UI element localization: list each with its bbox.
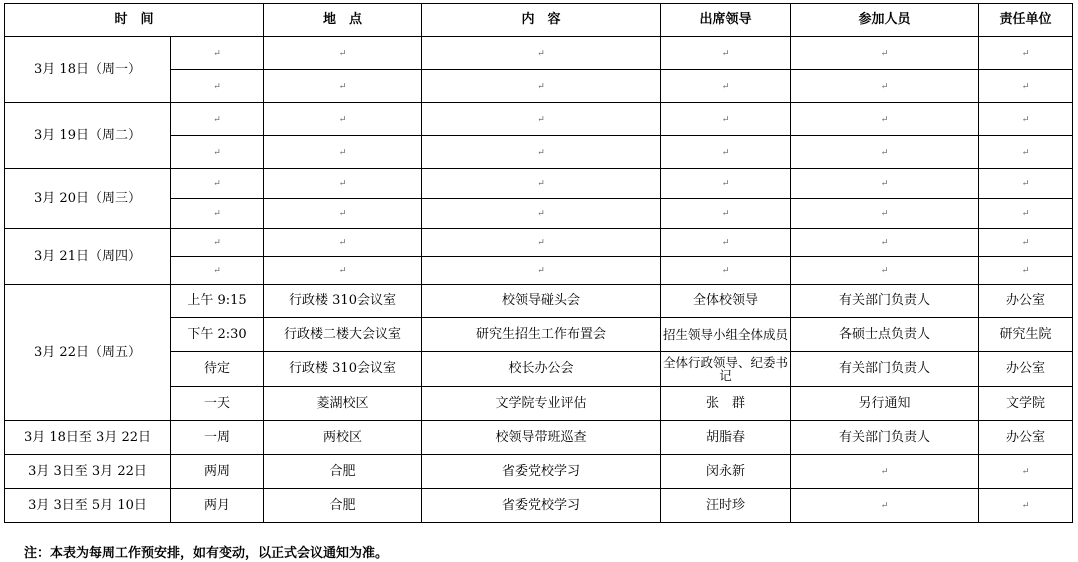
participants-cell: 各硕士点负责人 (791, 318, 979, 352)
time-slot-cell: 上午 9:15 (171, 285, 264, 318)
paragraph-mark-icon: ↵ (721, 147, 730, 158)
paragraph-mark-icon: ↵ (1021, 81, 1030, 92)
leader-cell (661, 136, 791, 169)
participants-cell (791, 489, 979, 523)
paragraph-mark-icon: ↵ (338, 266, 347, 276)
leader-cell: 汪时珍 (661, 489, 791, 523)
paragraph-mark-icon: ↵ (1021, 114, 1030, 125)
content-cell (422, 70, 661, 103)
leader-cell: 全体校领导 (661, 285, 791, 318)
paragraph-mark-icon: ↵ (338, 81, 347, 92)
time-slot-cell: 两月 (171, 489, 264, 523)
paragraph-mark-icon: ↵ (721, 238, 730, 248)
time-slot-cell (171, 199, 264, 229)
time-slot-cell: 两周 (171, 455, 264, 489)
participants-cell: 另行通知 (791, 387, 979, 421)
participants-cell (791, 70, 979, 103)
participants-cell: 有关部门负责人 (791, 421, 979, 455)
header-row (5, 4, 1073, 37)
unit-cell (979, 199, 1073, 229)
paragraph-mark-icon: ↵ (880, 48, 889, 59)
paragraph-mark-icon: ↵ (880, 209, 889, 219)
participants-cell (791, 199, 979, 229)
unit-cell (979, 70, 1073, 103)
participants-cell (791, 136, 979, 169)
unit-cell: 办公室 (979, 352, 1073, 387)
leader-cell: 全体行政领导、纪委书记 (661, 352, 791, 387)
paragraph-mark-icon: ↵ (1021, 238, 1030, 248)
footnote: 注：本表为每周工作预安排，如有变动，以正式会议通知为准。 (24, 546, 389, 561)
leader-cell: 闵永新 (661, 455, 791, 489)
paragraph-mark-icon: ↵ (338, 209, 347, 219)
paragraph-mark-icon: ↵ (338, 179, 347, 189)
leader-cell: 张 群 (661, 387, 791, 421)
unit-cell (979, 229, 1073, 257)
unit-cell: 研究生院 (979, 318, 1073, 352)
paragraph-mark-icon: ↵ (537, 238, 545, 248)
paragraph-mark-icon: ↵ (880, 501, 889, 511)
participants-cell (791, 169, 979, 199)
content-cell: 研究生招生工作布置会 (422, 318, 661, 352)
paragraph-mark-icon: ↵ (338, 147, 347, 158)
location-cell (264, 199, 422, 229)
participants-cell (791, 37, 979, 70)
header-time: 时 间 (5, 4, 264, 37)
schedule-row (5, 169, 1073, 199)
range-row (5, 455, 1073, 489)
participants-cell: 有关部门负责人 (791, 285, 979, 318)
paragraph-mark-icon: ↵ (537, 179, 545, 189)
content-cell (422, 199, 661, 229)
day-label: 3月 22日（周五） (5, 285, 171, 421)
unit-cell (979, 455, 1073, 489)
leader-cell (661, 103, 791, 136)
content-cell: 文学院专业评估 (422, 387, 661, 421)
paragraph-mark-icon: ↵ (537, 81, 545, 92)
content-cell: 省委党校学习 (422, 455, 661, 489)
paragraph-mark-icon: ↵ (213, 147, 221, 158)
leader-cell (661, 169, 791, 199)
paragraph-mark-icon: ↵ (213, 238, 221, 248)
unit-cell (979, 37, 1073, 70)
header-participants: 参加人员 (791, 4, 979, 37)
time-slot-cell (171, 169, 264, 199)
day-label: 3月 18日（周一） (5, 37, 171, 103)
unit-cell: 文学院 (979, 387, 1073, 421)
leader-cell (661, 199, 791, 229)
header-unit: 责任单位 (979, 4, 1073, 37)
location-cell (264, 70, 422, 103)
paragraph-mark-icon: ↵ (880, 266, 889, 276)
time-slot-cell (171, 103, 264, 136)
paragraph-mark-icon: ↵ (338, 48, 347, 59)
paragraph-mark-icon: ↵ (537, 114, 545, 125)
participants-cell (791, 229, 979, 257)
unit-cell: 办公室 (979, 421, 1073, 455)
participants-cell (791, 257, 979, 285)
schedule-row (5, 285, 1073, 318)
unit-cell (979, 169, 1073, 199)
location-cell (264, 136, 422, 169)
paragraph-mark-icon: ↵ (213, 114, 221, 125)
content-cell: 校领导碰头会 (422, 285, 661, 318)
paragraph-mark-icon: ↵ (721, 266, 730, 276)
content-cell (422, 136, 661, 169)
paragraph-mark-icon: ↵ (1021, 209, 1030, 219)
paragraph-mark-icon: ↵ (1021, 501, 1030, 511)
day-label: 3月 20日（周三） (5, 169, 171, 229)
weekly-schedule-table (4, 3, 1073, 523)
participants-cell: 有关部门负责人 (791, 352, 979, 387)
paragraph-mark-icon: ↵ (1021, 147, 1030, 158)
participants-cell (791, 103, 979, 136)
paragraph-mark-icon: ↵ (1021, 467, 1030, 477)
header-leader: 出席领导 (661, 4, 791, 37)
content-cell (422, 257, 661, 285)
header-content: 内 容 (422, 4, 661, 37)
location-cell: 菱湖校区 (264, 387, 422, 421)
content-cell (422, 37, 661, 70)
unit-cell (979, 136, 1073, 169)
content-cell (422, 229, 661, 257)
range-row (5, 421, 1073, 455)
schedule-row (5, 103, 1073, 136)
location-cell (264, 103, 422, 136)
participants-cell (791, 455, 979, 489)
schedule-body (5, 37, 1073, 523)
paragraph-mark-icon: ↵ (213, 266, 221, 276)
paragraph-mark-icon: ↵ (1021, 48, 1030, 59)
paragraph-mark-icon: ↵ (880, 81, 889, 92)
paragraph-mark-icon: ↵ (537, 48, 545, 59)
paragraph-mark-icon: ↵ (880, 114, 889, 125)
paragraph-mark-icon: ↵ (338, 114, 347, 125)
location-cell (264, 229, 422, 257)
content-cell: 校领导带班巡查 (422, 421, 661, 455)
schedule-row (5, 37, 1073, 70)
time-slot-cell (171, 37, 264, 70)
paragraph-mark-icon: ↵ (1021, 266, 1030, 276)
paragraph-mark-icon: ↵ (213, 81, 221, 92)
time-slot-cell: 一周 (171, 421, 264, 455)
leader-cell: 招生领导小组全体成员 (661, 318, 791, 352)
time-slot-cell (171, 136, 264, 169)
paragraph-mark-icon: ↵ (721, 48, 730, 59)
paragraph-mark-icon: ↵ (880, 238, 889, 248)
paragraph-mark-icon: ↵ (537, 266, 545, 276)
location-cell (264, 37, 422, 70)
paragraph-mark-icon: ↵ (338, 238, 347, 248)
unit-cell: 办公室 (979, 285, 1073, 318)
paragraph-mark-icon: ↵ (880, 467, 889, 477)
location-cell (264, 169, 422, 199)
paragraph-mark-icon: ↵ (537, 147, 545, 158)
paragraph-mark-icon: ↵ (721, 114, 730, 125)
unit-cell (979, 489, 1073, 523)
leader-cell (661, 70, 791, 103)
date-range-cell: 3月 18日至 3月 22日 (5, 421, 171, 455)
time-slot-cell: 待定 (171, 352, 264, 387)
paragraph-mark-icon: ↵ (721, 179, 730, 189)
schedule-row (5, 229, 1073, 257)
paragraph-mark-icon: ↵ (213, 179, 221, 189)
location-cell: 行政楼二楼大会议室 (264, 318, 422, 352)
content-cell (422, 103, 661, 136)
leader-cell (661, 37, 791, 70)
content-cell (422, 169, 661, 199)
date-range-cell: 3月 3日至 3月 22日 (5, 455, 171, 489)
content-cell: 校长办公会 (422, 352, 661, 387)
paragraph-mark-icon: ↵ (880, 147, 889, 158)
location-cell (264, 257, 422, 285)
paragraph-mark-icon: ↵ (213, 48, 221, 59)
paragraph-mark-icon: ↵ (213, 209, 221, 219)
leader-cell: 胡脂春 (661, 421, 791, 455)
day-label: 3月 19日（周二） (5, 103, 171, 169)
location-cell: 行政楼 310会议室 (264, 352, 422, 387)
header-location: 地 点 (264, 4, 422, 37)
leader-cell (661, 257, 791, 285)
unit-cell (979, 257, 1073, 285)
time-slot-cell: 下午 2:30 (171, 318, 264, 352)
time-slot-cell (171, 257, 264, 285)
paragraph-mark-icon: ↵ (1021, 179, 1030, 189)
date-range-cell: 3月 3日至 5月 10日 (5, 489, 171, 523)
location-cell: 两校区 (264, 421, 422, 455)
location-cell: 行政楼 310会议室 (264, 285, 422, 318)
time-slot-cell (171, 229, 264, 257)
time-slot-cell (171, 70, 264, 103)
location-cell: 合肥 (264, 455, 422, 489)
location-cell: 合肥 (264, 489, 422, 523)
leader-cell (661, 229, 791, 257)
day-label: 3月 21日（周四） (5, 229, 171, 285)
paragraph-mark-icon: ↵ (721, 81, 730, 92)
time-slot-cell: 一天 (171, 387, 264, 421)
content-cell: 省委党校学习 (422, 489, 661, 523)
paragraph-mark-icon: ↵ (721, 209, 730, 219)
range-row (5, 489, 1073, 523)
paragraph-mark-icon: ↵ (880, 179, 889, 189)
unit-cell (979, 103, 1073, 136)
paragraph-mark-icon: ↵ (537, 209, 545, 219)
